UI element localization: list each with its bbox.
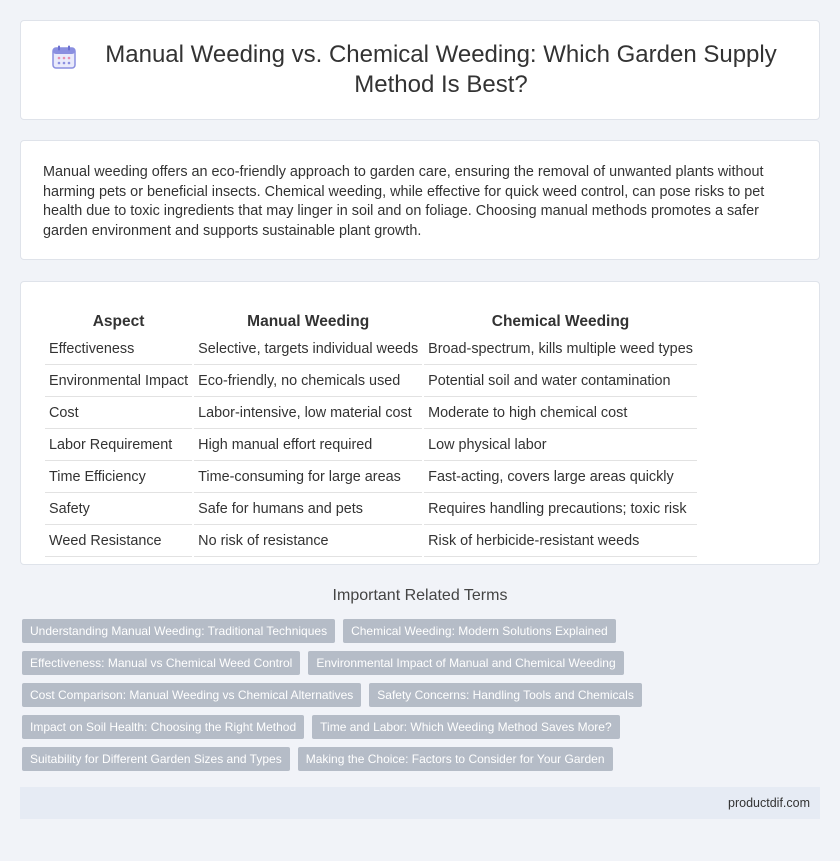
table-cell: Eco-friendly, no chemicals used [194, 367, 422, 397]
comparison-table [43, 306, 699, 559]
table-cell: Time-consuming for large areas [194, 463, 422, 493]
table-header-row [45, 308, 697, 333]
table-cell: Labor Requirement [45, 431, 192, 461]
related-term-tag[interactable]: Making the Choice: Factors to Consider for Your Garden [298, 747, 613, 771]
table-cell: Safe for humans and pets [194, 495, 422, 525]
footer-site-link[interactable]: productdif.com [728, 796, 810, 810]
comparison-card [20, 281, 820, 565]
related-term-tag[interactable]: Effectiveness: Manual vs Chemical Weed Control [22, 651, 300, 675]
table-cell: High manual effort required [194, 431, 422, 461]
intro-text: Manual weeding offers an eco-friendly approach to garden care, ensuring the removal of unwanted plants without harming pets or beneficial insects. Chemical weeding, while effective for quick weed control, can pose risks to pet health due to toxic ingredients that may linger in soil and on foliage. Choosing manual methods promotes a safer garden environment and supports sustainable plant growth. [43, 164, 765, 239]
table-row [45, 335, 697, 365]
table-cell: Environmental Impact [45, 367, 192, 397]
header-card [20, 20, 820, 120]
table-cell: Safety [45, 495, 192, 525]
table-cell: Weed Resistance [45, 527, 192, 557]
calendar-icon [51, 44, 77, 70]
table-row [45, 463, 697, 493]
related-term-tag[interactable]: Time and Labor: Which Weeding Method Saves More? [312, 715, 619, 739]
table-row [45, 495, 697, 525]
table-row [45, 431, 697, 461]
related-term-tag[interactable]: Understanding Manual Weeding: Traditional Techniques [22, 619, 335, 643]
table-cell: Cost [45, 399, 192, 429]
footer [20, 787, 820, 819]
intro-card [20, 140, 820, 260]
table-cell: Low physical labor [424, 431, 697, 461]
related-terms-title: Important Related Terms [332, 587, 508, 604]
table-row [45, 527, 697, 557]
page-title: Manual Weeding vs. Chemical Weeding: Which Garden Supply Method Is Best? [105, 41, 777, 98]
header-manual: Manual Weeding [247, 313, 370, 330]
related-term-tag[interactable]: Suitability for Different Garden Sizes and Types [22, 747, 290, 771]
table-cell: Moderate to high chemical cost [424, 399, 697, 429]
table-row [45, 367, 697, 397]
table-cell: Risk of herbicide-resistant weeds [424, 527, 697, 557]
table-cell: Requires handling precautions; toxic risk [424, 495, 697, 525]
related-term-tag[interactable]: Safety Concerns: Handling Tools and Chemicals [369, 683, 642, 707]
related-term-tag[interactable]: Environmental Impact of Manual and Chemical Weeding [308, 651, 623, 675]
table-cell: Selective, targets individual weeds [194, 335, 422, 365]
related-term-tag[interactable]: Impact on Soil Health: Choosing the Right Method [22, 715, 304, 739]
table-cell: Potential soil and water contamination [424, 367, 697, 397]
title-wrap [51, 40, 789, 100]
related-term-tag[interactable]: Chemical Weeding: Modern Solutions Explained [343, 619, 616, 643]
table-cell: No risk of resistance [194, 527, 422, 557]
table-cell: Labor-intensive, low material cost [194, 399, 422, 429]
table-row [45, 399, 697, 429]
header-chemical: Chemical Weeding [491, 313, 630, 330]
related-terms-list [22, 619, 818, 779]
table-cell: Fast-acting, covers large areas quickly [424, 463, 697, 493]
related-term-tag[interactable]: Cost Comparison: Manual Weeding vs Chemical Alternatives [22, 683, 361, 707]
header-aspect: Aspect [92, 313, 145, 330]
table-cell: Broad-spectrum, kills multiple weed types [424, 335, 697, 365]
table-cell: Time Efficiency [45, 463, 192, 493]
table-cell: Effectiveness [45, 335, 192, 365]
